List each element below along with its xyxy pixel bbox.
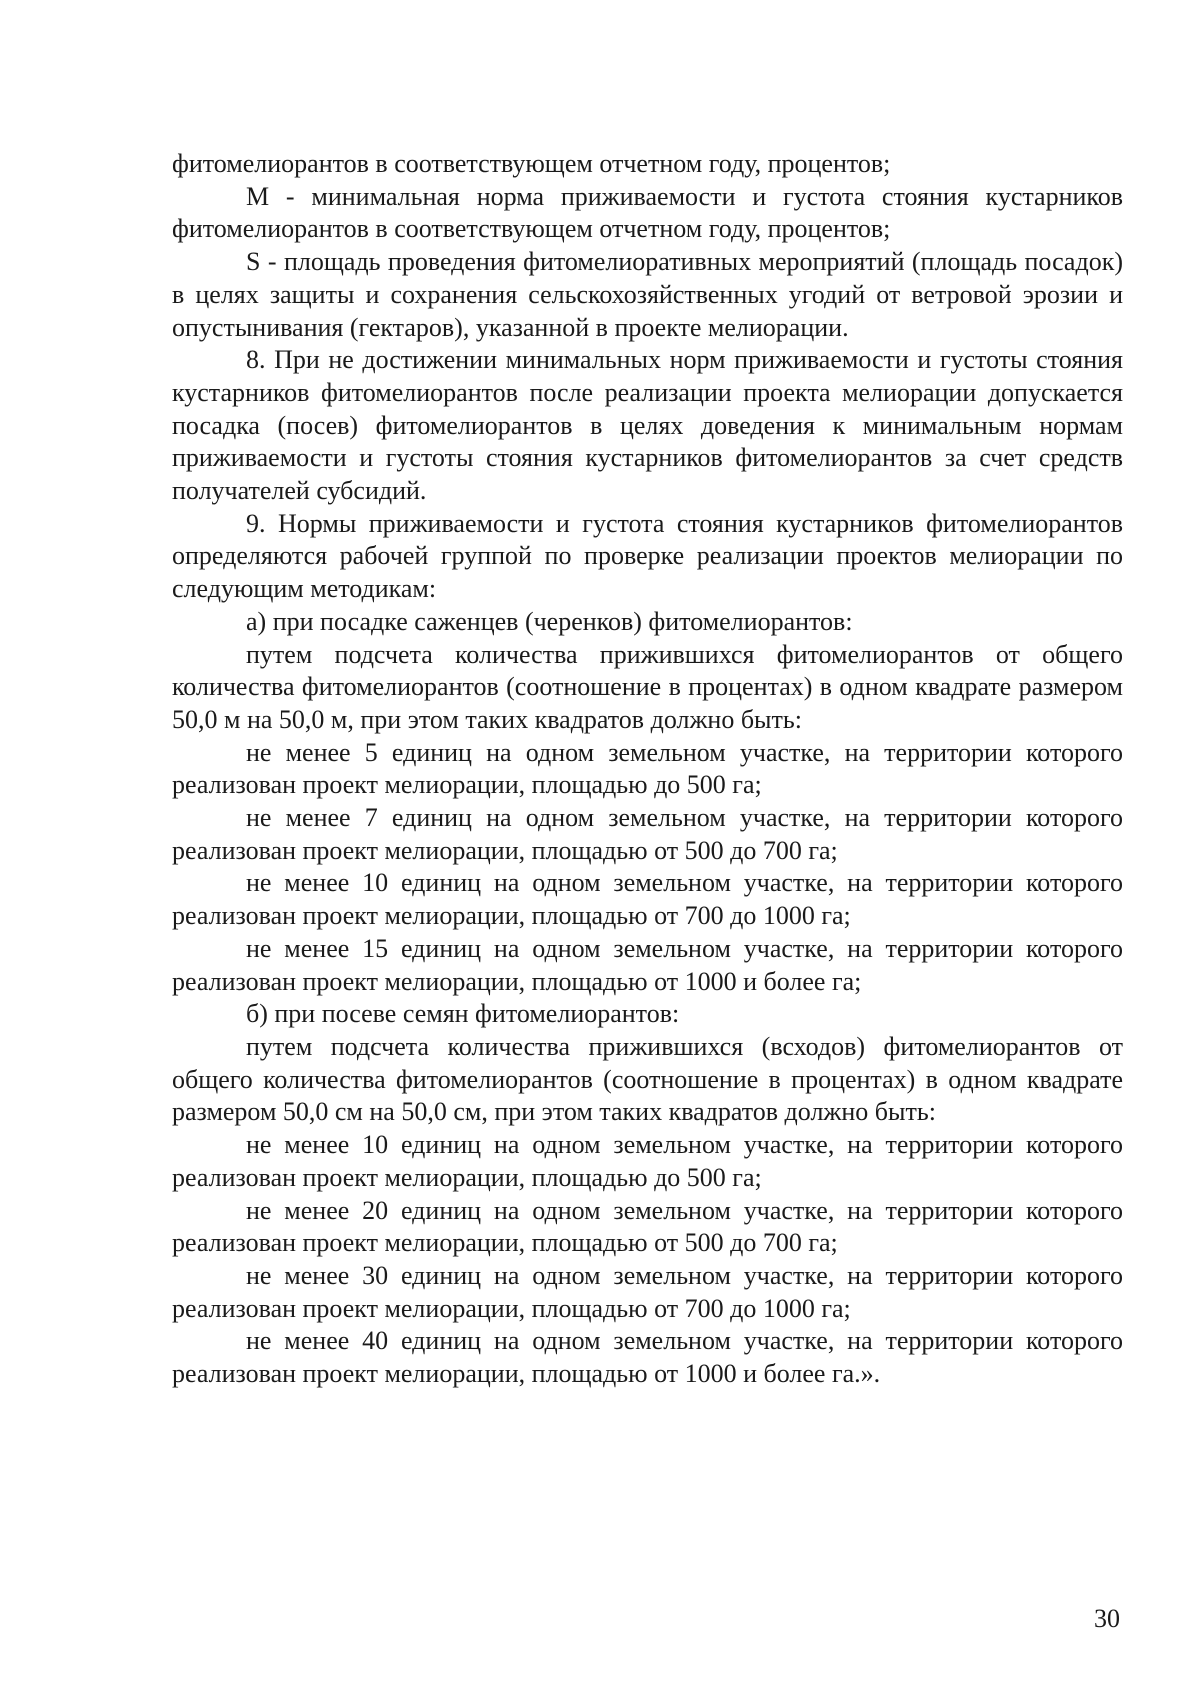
paragraph-subitem-b: б) при посеве семян фитомелиорантов: [246, 999, 680, 1029]
paragraph-subitem-a: а) при посадке саженцев (черенков) фитомелиорантов: [246, 606, 853, 636]
paragraph-s-definition: S - площадь проведения фитомелиоративных мероприятий (площадь посадок) в целях защиты и сохранения сельскохозяйственных угодий от ветровой эрозии и опустынивания (гектаров), указанной в проекте мелиорации. [172, 247, 1123, 342]
paragraph-m-definition: М - минимальная норма приживаемости и густота стояния кустарников фитомелиорантов в соответствующем отчетном году, процентов; [172, 181, 1123, 244]
paragraph-item-9: 9. Нормы приживаемости и густота стояния кустарников фитомелиорантов определяются рабочей группой по проверке реализации проектов мелиорации по следующим методикам: [172, 508, 1123, 604]
paragraph-a-norm-4: не менее 15 единиц на одном земельном участке, на территории которого реализован проект мелиорации, площадью от 1000 и более га; [172, 933, 1123, 996]
paragraph-b-norm-2: не менее 20 единиц на одном земельном участке, на территории которого реализован проект мелиорации, площадью от 500 до 700 га; [172, 1195, 1123, 1258]
paragraph-b-norm-3: не менее 30 единиц на одном земельном участке, на территории которого реализован проект мелиорации, площадью от 700 до 1000 га; [172, 1260, 1123, 1323]
paragraph-b-norm-1: не менее 10 единиц на одном земельном участке, на территории которого реализован проект мелиорации, площадью до 500 га; [172, 1130, 1123, 1192]
paragraph-method-a: путем подсчета количества прижившихся фитомелиорантов от общего количества фитомелиорантов (соотношение в процентах) в одном квадрате размером 50,0 м на 50,0 м, при этом таких квадратов должно быть: [172, 639, 1123, 734]
paragraph-item-8: 8. При не достижении минимальных норм приживаемости и густоты стояния кустарников фитомелиорантов после реализации проекта мелиорации допускается посадка (посев) фитомелиорантов в целях доведения к минимальным нормам приживаемости и густоты стояния кустарников фитомелиорантов за счет средств получателей субсидий. [172, 345, 1123, 506]
paragraph-a-norm-1: не менее 5 единиц на одном земельном участке, на территории которого реализован проект мелиорации, площадью до 500 га; [172, 737, 1123, 800]
page-number: 30 [1094, 1604, 1120, 1633]
document-body [172, 148, 1123, 1391]
paragraph-continuation: фитомелиорантов в соответствующем отчетном году, процентов; [172, 149, 891, 178]
paragraph-a-norm-2: не менее 7 единиц на одном земельном участке, на территории которого реализован проект мелиорации, площадью от 500 до 700 га; [172, 803, 1123, 865]
paragraph-b-norm-4: не менее 40 единиц на одном земельном участке, на территории которого реализован проект мелиорации, площадью от 1000 и более га.». [172, 1326, 1123, 1389]
paragraph-method-b: путем подсчета количества прижившихся (всходов) фитомелиорантов от общего количества фитомелиорантов (соотношение в процентах) в одном квадрате размером 50,0 см на 50,0 см, при этом таких квадратов должно быть: [172, 1031, 1123, 1127]
paragraph-a-norm-3: не менее 10 единиц на одном земельном участке, на территории которого реализован проект мелиорации, площадью от 700 до 1000 га; [172, 868, 1123, 931]
